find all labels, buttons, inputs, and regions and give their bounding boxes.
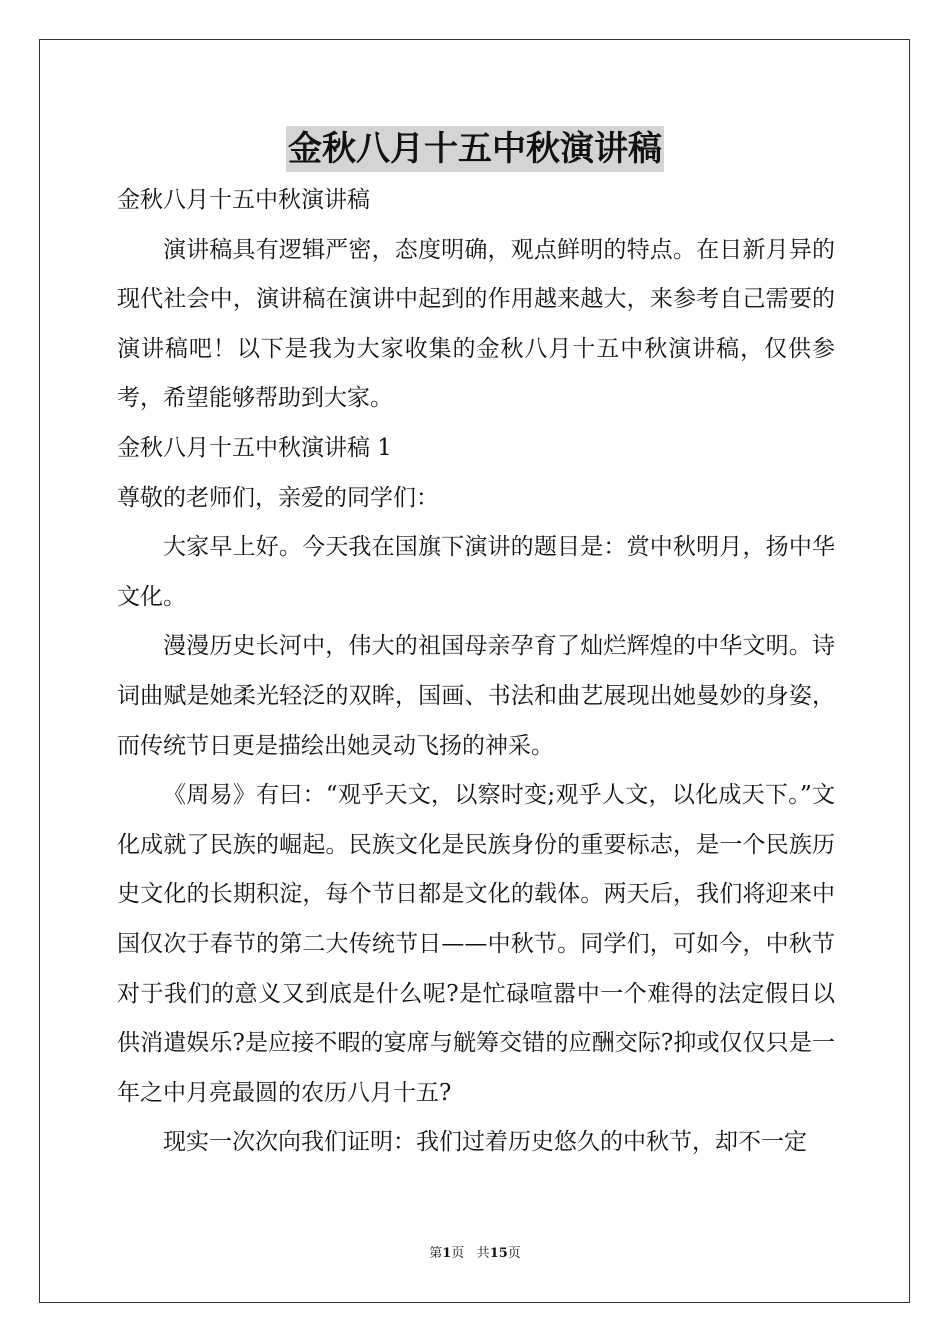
footer-page-unit: 页: [451, 1246, 465, 1261]
title-container: [0, 126, 950, 172]
footer-total-unit: 页: [507, 1246, 521, 1261]
footer-page-current: 1: [442, 1246, 452, 1261]
paragraph-history: 漫漫历史长河中，伟大的祖国母亲孕育了灿烂辉煌的中华文明。诗词曲赋是她柔光轻泛的双眸，国画、书法和曲艺展现出她曼妙的身姿，而传统节日更是描绘出她灵动飞扬的神采。: [117, 633, 835, 759]
paragraph-reality: 现实一次次向我们证明：我们过着历史悠久的中秋节，却不一定: [163, 1129, 807, 1156]
page-footer: [0, 1245, 950, 1263]
document-body: [117, 176, 835, 1168]
footer-page-prefix: 第: [429, 1246, 443, 1261]
footer-total-prefix: 共: [476, 1246, 490, 1261]
footer-page-total: 15: [489, 1246, 508, 1261]
document-title: 金秋八月十五中秋演讲稿: [286, 126, 664, 172]
paragraph-zhouyi: 《周易》有曰：“观乎天文，以察时变;观乎人文，以化成天下。”文化成就了民族的崛起。民族文化是民族身份的重要标志，是一个民族历史文化的长期积淀，每个节日都是文化的载体。两天后，我们将迎来中国仅次于春节的第二大传统节日——中秋节。同学们，可如今，中秋节对于我们的意义又到底是什么呢?是忙碌喧嚣中一个难得的法定假日以供消遣娱乐?是应接不暇的宴席与觥筹交错的应酬交际?抑或仅仅只是一年之中月亮最圆的农历八月十五?: [117, 782, 835, 1106]
paragraph-section-heading: 金秋八月十五中秋演讲稿 1: [117, 434, 392, 461]
paragraph-topic: 大家早上好。今天我在国旗下演讲的题目是：赏中秋明月，扬中华文化。: [117, 534, 835, 610]
paragraph-intro: 演讲稿具有逻辑严密，态度明确，观点鲜明的特点。在日新月异的现代社会中，演讲稿在演讲中起到的作用越来越大，来参考自己需要的演讲稿吧！以下是我为大家收集的金秋八月十五中秋演讲稿，仅供参考，希望能够帮助到大家。: [117, 236, 835, 412]
paragraph-subtitle: 金秋八月十五中秋演讲稿: [117, 187, 370, 213]
paragraph-greeting: 尊敬的老师们，亲爱的同学们：: [117, 484, 439, 511]
